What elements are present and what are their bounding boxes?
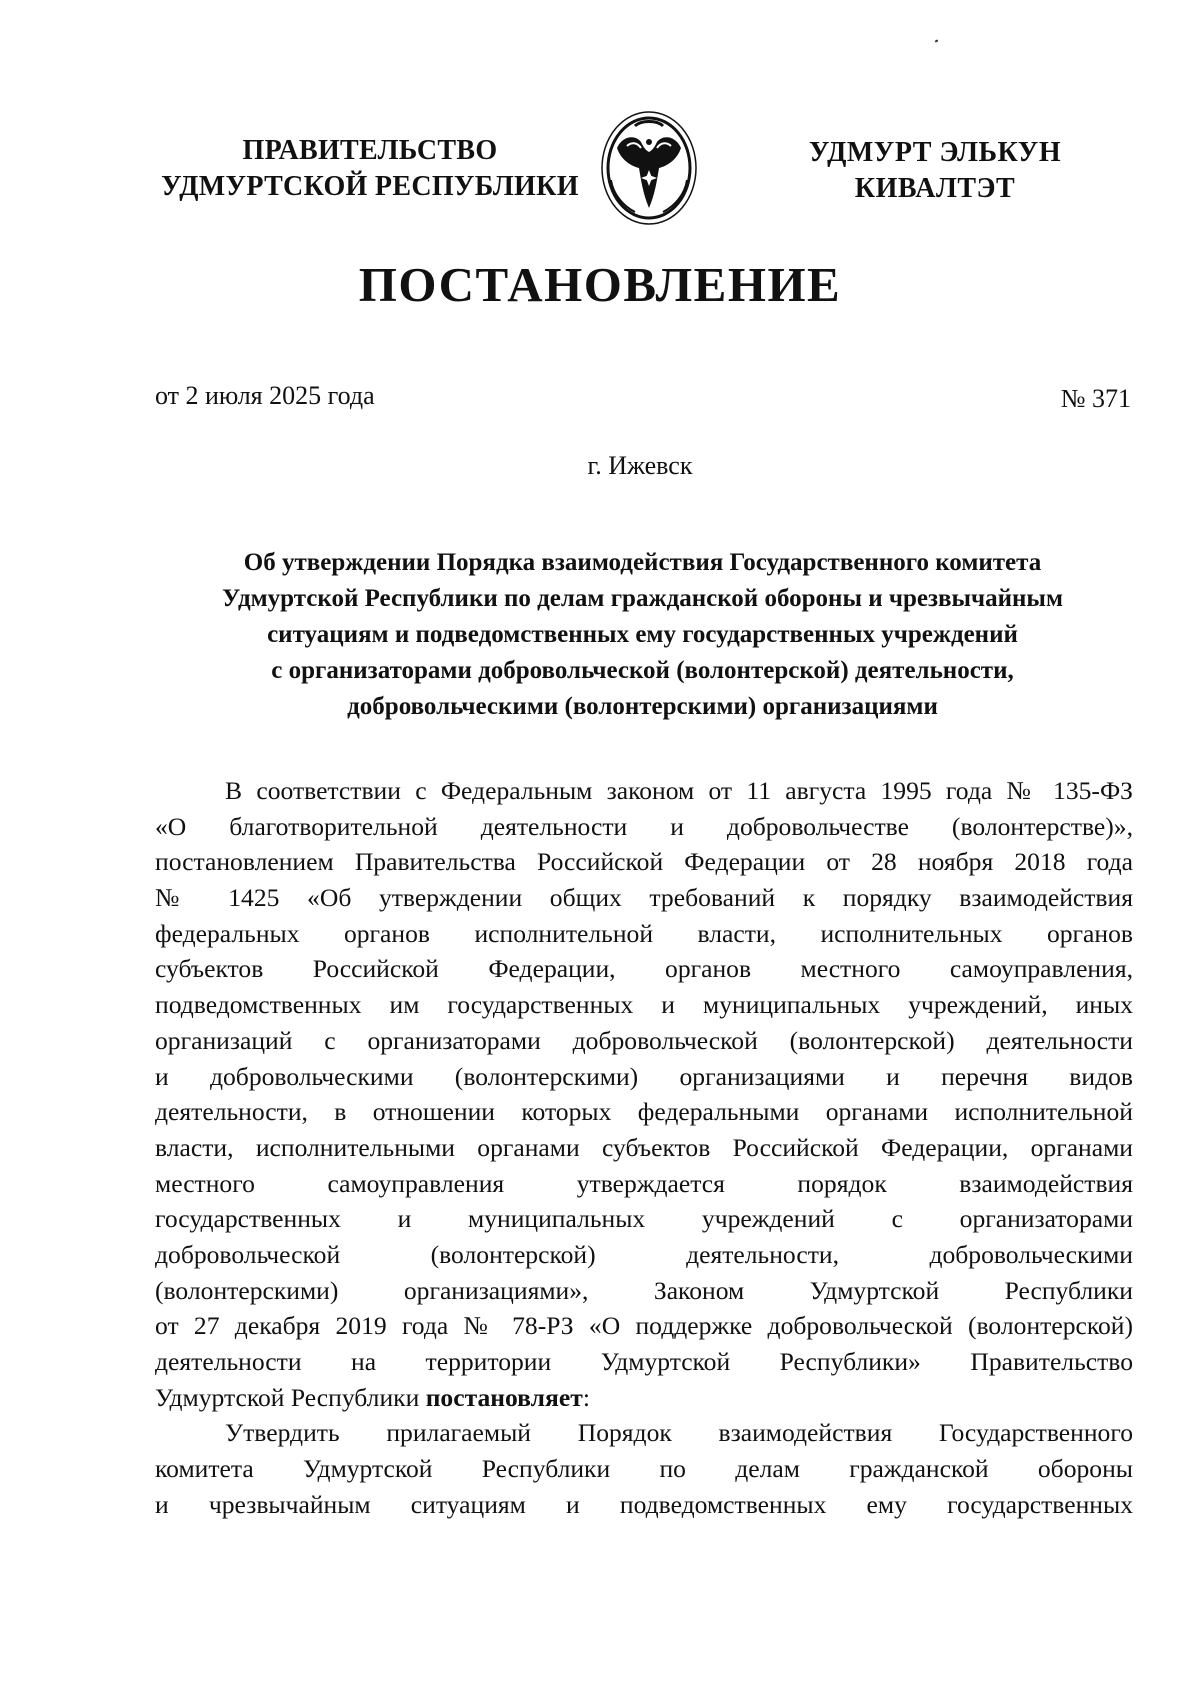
body-line: деятельности на территории Удмуртской Республики» Правительство <box>155 1347 1133 1376</box>
document-city: г. Ижевск <box>587 451 693 480</box>
body-line: деятельности, в отношении которых федеральными органами исполнительной <box>155 1097 1133 1127</box>
body-line: власти, исполнительными органами субъектов Российской Федерации, органами <box>155 1132 1133 1162</box>
body-line: государственных и муниципальных учреждений с организаторами <box>155 1204 1133 1234</box>
title-line: Удмуртской Республики по делам гражданской обороны и чрезвычайным <box>222 585 1063 612</box>
body-line: федеральных органов исполнительной власти, исполнительных органов <box>155 918 1133 948</box>
body-line: (волонтерскими) организациями», Законом Удмуртской Республики <box>155 1275 1133 1305</box>
header-right-block <box>790 135 1080 207</box>
body-line: субъектов Российской Федерации, органов местного самоуправления, <box>155 954 1133 984</box>
title-line: ситуациям и подведомственных ему государственных учреждений <box>267 621 1018 648</box>
body-line: добровольческой (волонтерской) деятельности, добровольческими <box>155 1239 1133 1269</box>
body-line: постановлением Правительства Российской Федерации от 28 ноября 2018 года <box>155 847 1133 877</box>
title-line: добровольческими (волонтерскими) организациями <box>347 693 938 720</box>
resolution-line: Утвердить прилагаемый Порядок взаимодействия Государственного <box>225 1418 1133 1448</box>
header-left-line2: УДМУРТСКОЙ РЕСПУБЛИКИ <box>161 171 579 202</box>
body-line: местного самоуправления утверждается порядок взаимодействия <box>155 1168 1133 1198</box>
scan-speck <box>935 39 939 42</box>
body-line: «О благотворительной деятельности и добровольчестве (волонтерстве)», <box>155 811 1133 841</box>
body-line: и добровольческими (волонтерскими) организациями и перечня видов <box>155 1061 1133 1091</box>
body-line: В соответствии с Федеральным законом от 11 августа 1995 года № 135-ФЗ <box>225 776 1133 805</box>
document-title <box>150 545 1135 725</box>
document-number: № 371 <box>1060 384 1131 413</box>
document-type: ПОСТАНОВЛЕНИЕ <box>358 257 842 312</box>
body-last-line <box>155 1380 1133 1416</box>
body-line: от 27 декабря 2019 года № 78-РЗ «О поддержке добровольческой (волонтерской) <box>155 1311 1133 1341</box>
header-left-line1: ПРАВИТЕЛЬСТВО <box>242 135 498 166</box>
title-line: Об утверждении Порядка взаимодействия Государственного комитета <box>243 549 1042 576</box>
udmurt-emblem-icon <box>597 108 701 228</box>
header-left-block <box>150 133 590 205</box>
resolution-line: комитета Удмуртской Республики по делам гражданской обороны <box>155 1454 1133 1484</box>
body-last-line-end: : <box>582 1382 590 1412</box>
body-line: подведомственных им государственных и муниципальных учреждений, иных <box>155 990 1133 1020</box>
header-right-line2: КИВАЛТЭТ <box>854 173 1016 204</box>
document-date: от 2 июля 2025 года <box>155 381 375 410</box>
body-last-line-start: Удмуртской Республики <box>155 1382 426 1412</box>
resolution-line: и чрезвычайным ситуациям и подведомственных ему государственных <box>155 1489 1133 1519</box>
resolves-keyword: постановляет <box>425 1382 583 1412</box>
body-line: № 1425 «Об утверждении общих требований к порядку взаимодействия <box>155 883 1133 913</box>
title-line: с организаторами добровольческой (волонтерской) деятельности, <box>271 657 1014 684</box>
header-right-line1: УДМУРТ ЭЛЬКУН <box>808 137 1062 168</box>
document-body <box>155 773 1133 1522</box>
body-line: организаций с организаторами добровольческой (волонтерской) деятельности <box>155 1025 1133 1055</box>
